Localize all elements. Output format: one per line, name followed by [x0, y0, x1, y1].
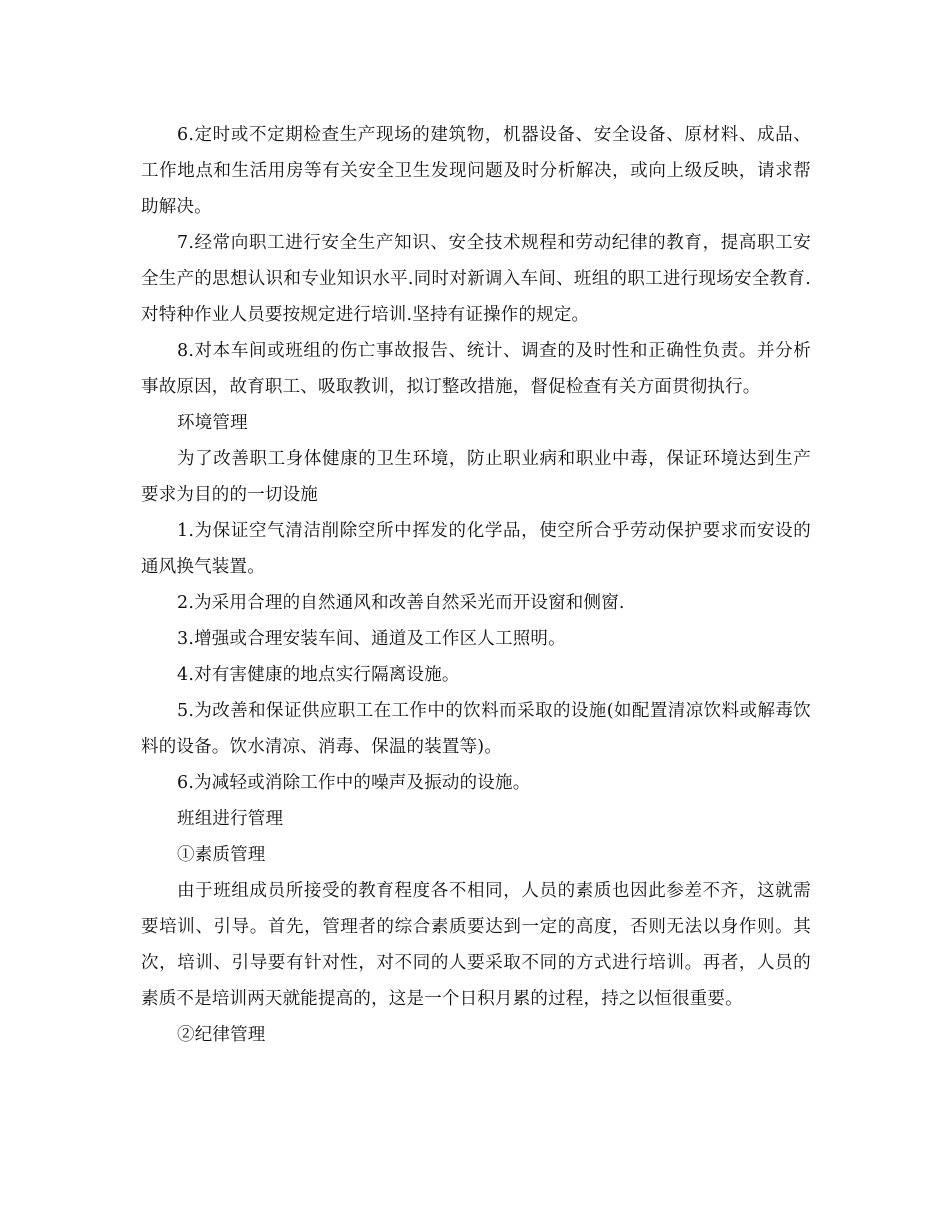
paragraph-item-7-education: 7.经常向职工进行安全生产知识、安全技术规程和劳动纪律的教育，提高职工安全生产的思想认识和专业知识水平.同时对新调入车间、班组的职工进行现场安全教育.对特种作业人员要按规定进行培训.坚持有证操作的规定。 [141, 233, 811, 325]
section-heading-environment: 环境管理 [177, 413, 248, 433]
paragraph-env-item-4: 4.对有害健康的地点实行隔离设施。 [177, 665, 460, 685]
subheading-discipline-management: ②纪律管理 [177, 1025, 266, 1045]
paragraph-env-item-5: 5.为改善和保证供应职工在工作中的饮料而采取的设施(如配置清凉饮料或解毒饮料的设备。饮水清凉、消毒、保温的装置等)。 [141, 701, 811, 757]
paragraph-env-item-1: 1.为保证空气清洁削除空所中挥发的化学品，使空所合乎劳动保护要求而安设的通风换气装置。 [141, 521, 811, 577]
paragraph-env-item-3: 3.增强或合理安装车间、通道及工作区人工照明。 [177, 629, 566, 649]
paragraph-quality-management: 由于班组成员所接受的教育程度各不相同，人员的素质也因此参差不齐，这就需要培训、引导。首先，管理者的综合素质要达到一定的高度，否则无法以身作则。其次，培训、引导要有针对性，对不同的人要采取不同的方式进行培训。再者，人员的素质不是培训两天就能提高的，这是一个日积月累的过程，持之以恒很重要。 [141, 881, 811, 1009]
paragraph-env-item-2: 2.为采用合理的自然通风和改善自然采光而开设窗和侧窗. [177, 593, 625, 613]
document-body [141, 117, 811, 1053]
paragraph-env-item-6: 6.为减轻或消除工作中的噪声及振动的设施。 [177, 773, 531, 793]
subheading-quality-management: ①素质管理 [177, 845, 266, 865]
paragraph-item-8-accident: 8.对本车间或班组的伤亡事故报告、统计、调查的及时性和正确性负责。并分析事故原因，故育职工、吸取教训，拟订整改措施，督促检查有关方面贯彻执行。 [141, 341, 811, 397]
section-heading-team-management: 班组进行管理 [177, 809, 284, 829]
paragraph-item-6-inspection: 6.定时或不定期检查生产现场的建筑物，机器设备、安全设备、原材料、成品、工作地点和生活用房等有关安全卫生发现问题及时分析解决，或向上级反映，请求帮助解决。 [141, 125, 811, 217]
paragraph-environment-intro: 为了改善职工身体健康的卫生环境，防止职业病和职业中毒，保证环境达到生产要求为目的的一切设施 [141, 449, 811, 505]
